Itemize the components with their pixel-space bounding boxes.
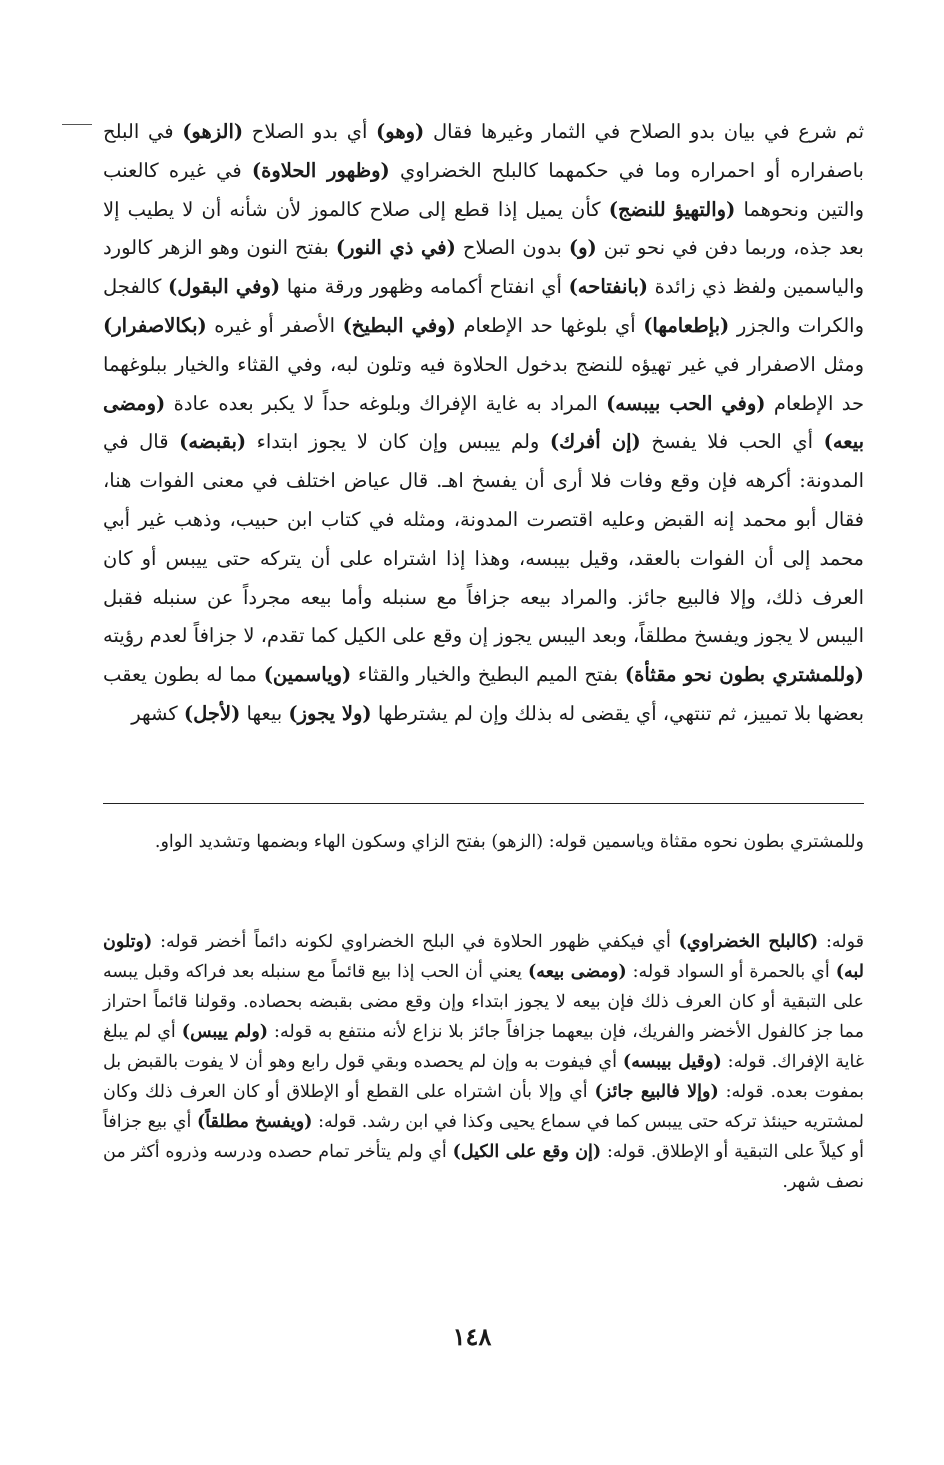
bold-matn-phrase: (وظهور الحلاوة) [251, 158, 390, 182]
text-run: ومثل الاصفرار في غير تهيؤه للنضج بدخول الحلاوة فيه وتلون لبه، وفي القثاء والخيار ببلوغهما حد الإطعام [103, 352, 864, 415]
bold-matn-phrase: (وياسمين) [263, 663, 352, 687]
text-run: أي انفتاح أكمامه وظهور ورقة منها [280, 275, 569, 299]
bold-matn-phrase: (ومضى بيعه) [103, 391, 865, 454]
text-run: بدون الصلاح [455, 236, 569, 260]
bold-matn-phrase: (في ذي النور) [335, 236, 456, 260]
commentary-text [103, 927, 864, 1197]
text-run: كأن يميل إذا قطع إلى صلاح كالموز لأن شأنه أن لا يطيب إلا بعد جذه، وربما دفن في نحو تبن [103, 197, 864, 260]
bold-matn-phrase: (وفي البطيخ) [342, 313, 456, 337]
bold-matn-phrase: (وقيل بيبسه) [622, 1052, 722, 1072]
bold-matn-phrase: (وفي الحب بيبسه) [606, 391, 766, 415]
text-run: ثم شرع في بيان بدو الصلاح في الثمار وغيرها فقال [424, 120, 864, 143]
text-run: كشهر [131, 701, 184, 725]
text-run: في البلح باصفراره أو احمراره وما في حكمهما كالبلح الخضراوي [103, 120, 864, 182]
text-run: ولم ييبس وإن كان لا يجوز ابتداء [246, 430, 550, 454]
text-run: أي وإلا بأن اشتراه على القطع أو الإطلاق أو كان العرف ذلك وكان لمشتريه حينئذ تركه حتى ييبس كما في سماع يحيى وكذا في ابن رشد. قوله: [103, 1082, 864, 1132]
footnote-text [103, 825, 864, 859]
bold-matn-phrase: (إن أفرك) [549, 430, 641, 454]
text-run: أي فيفوت به وإن لم يحصده وبقي قول رابع وهو أن لا يفوت بالقبض بل بمفوت بعده. قوله: [103, 1052, 864, 1102]
bold-matn-phrase: (وإلا فالبيع جائز) [594, 1082, 719, 1102]
bold-matn-phrase: (وللمشتري بطون نحو مقثأة) [624, 663, 865, 687]
main-text [103, 113, 864, 734]
bold-matn-phrase: (كالبلح الخضراوي) [678, 932, 819, 952]
bold-matn-phrase: (بإطعامها) [643, 313, 730, 337]
bold-matn-phrase: (إن وقع على الكيل) [452, 1142, 602, 1162]
bold-matn-phrase: (بانفتاحه) [568, 275, 649, 299]
footnote-separator [103, 803, 864, 804]
text-run: أي لم يبلغ غاية الإفراك. قوله: [103, 1022, 864, 1072]
bold-matn-phrase: (ومضى بيعه) [528, 962, 627, 982]
bold-matn-phrase: (لأجل) [183, 701, 241, 725]
bold-matn-phrase: (وفي البقول) [168, 275, 281, 299]
bold-matn-phrase: (ولا يجوز) [288, 701, 372, 725]
bold-matn-phrase: (ولم ييبس) [181, 1022, 269, 1042]
margin-mark [62, 124, 92, 125]
text-run: (الزهو) [491, 832, 544, 852]
text-run: أي فيكفي ظهور الحلاوة في البلح الخضراوي لكونه دائماً أخضر قوله: [152, 932, 679, 952]
bold-matn-phrase: (والتهيؤ للنضج) [608, 197, 736, 221]
text-run: أي بالحمرة أو السواد قوله: [626, 962, 836, 982]
text-run: أي بيع جزافاً أو كيلاً على التبقية أو الإطلاق. قوله: [103, 1112, 864, 1162]
text-run: قوله: [818, 932, 864, 952]
text-run: كالفجل والكرات والجزر [103, 275, 865, 337]
text-run: الأصفر أو غيره [206, 313, 343, 337]
text-run: أي الحب فلا يفسخ [640, 430, 824, 454]
text-run: بفتح الميم البطيخ والخيار والقثاء [351, 663, 625, 687]
text-run: بيعها [240, 701, 289, 725]
bold-matn-phrase: (بكالاصفرار) [103, 313, 207, 337]
text-run: في غيره كالعنب والتين ونحوهما [103, 158, 864, 221]
bold-matn-phrase: (ويفسخ مطلقاً) [196, 1112, 313, 1132]
text-run: وللمشتري بطون نحوه مقثاة وياسمين قوله: [543, 832, 864, 852]
text-run: المراد به غاية الإفراك وبلوغه حداً لا يكبر بعده عادة [165, 391, 607, 415]
text-run: بفتح النون وهو الزهر كالورد والياسمين ولفظ ذي زائدة [103, 236, 864, 299]
bold-matn-phrase: (وتلون لبه) [103, 932, 865, 982]
bold-matn-phrase: (و) [568, 236, 597, 260]
text-run: يعني أن الحب إذا بيع قائماً مع سنبله بعد فراكه وقبل يبسه على التبقية أو كان العرف ذلك فإن بيعه لا يجوز ابتداء وإن وقع مضى بقبضه بحصاده. وقولنا قائماً احتراز مما جز كالفول الأخضر والفريك، فإن بيعهما جزافاً جائز بلا نزاع لأنه منتفع به قوله: [103, 962, 864, 1042]
text-run: أي بدو الصلاح [243, 120, 377, 143]
text-run: أي ولم يتأخر تمام حصده ودرسه وذروه أكثر من نصف شهر. [103, 1142, 864, 1192]
bold-matn-phrase: (الزهو) [182, 120, 244, 143]
page-number: ١٤٨ [452, 1322, 492, 1351]
bold-matn-phrase: (بقبضه) [179, 430, 247, 454]
text-run: بفتح الزاي وسكون الهاء وبضمها وتشديد الواو. [154, 832, 492, 852]
bold-matn-phrase: (وهو) [376, 120, 425, 143]
text-run: أي بلوغها حد الإطعام [455, 313, 644, 337]
text-run: قال في المدونة: أكرهه فإن وقع وفات فلا أرى أن يفسخ اهـ. قال عياض اختلف في معنى الفوات هنا، فقال أبو محمد إنه القبض وعليه اقتصرت المدونة، ومثله في كتاب ابن حبيب، وذهب غير أبي محمد إلى أن الفوات بالعقد، وقيل بيبسه، وهذا إذا اشتراه على أن يتركه حتى ييبس أو كان العرف ذلك، وإلا فالبيع جائز. والمراد بيعه جزافاً مع سنبله وأما بيعه مجرداً عن سنبله فقبل اليبس لا يجوز ويفسخ مطلقاً، وبعد اليبس يجوز إن وقع على الكيل كما تقدم، لا جزافاً لعدم رؤيته [103, 430, 864, 648]
text-run: مما له بطون يعقب بعضها بلا تمييز، ثم تنتهي، أي يقضى له بذلك وإن لم يشترطها [103, 663, 864, 725]
